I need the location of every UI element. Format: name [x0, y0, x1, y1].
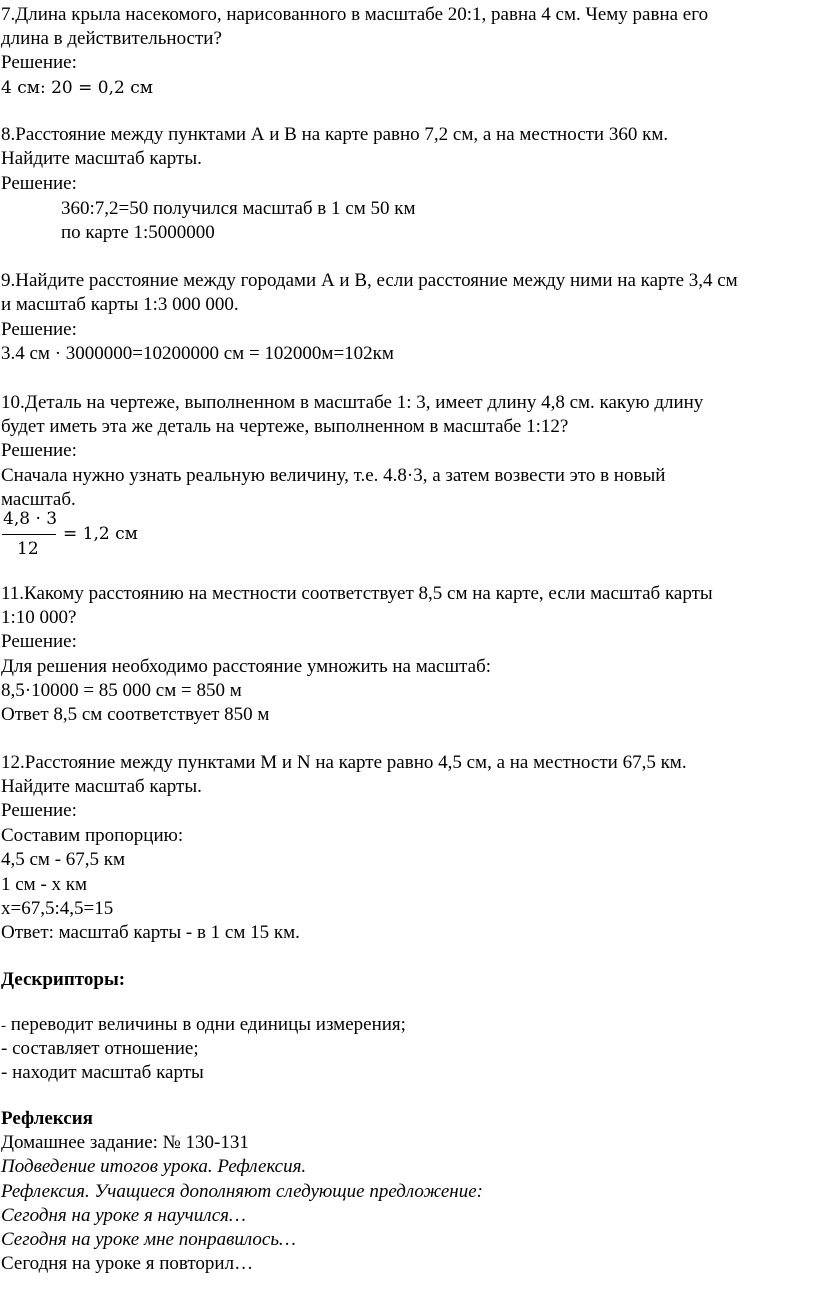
reflection-sentence-2: Сегодня на уроке мне понравилось…	[1, 1229, 296, 1250]
problem-11-answer: Ответ 8,5 см соответствует 850 м	[1, 704, 270, 725]
problem-12-calculation: х=67,5:4,5=15	[1, 898, 114, 919]
descriptor-dash: -	[1, 1018, 6, 1034]
problem-8-step-2: по карте 1:5000000	[61, 222, 215, 243]
problem-12-explanation: Составим пропорцию:	[1, 825, 184, 846]
problem-11-text-cont: 1:10 000?	[1, 607, 77, 628]
problem-7-solution-label: Решение:	[1, 52, 77, 73]
problem-12-proportion-1: 4,5 см - 67,5 км	[1, 849, 126, 870]
problem-11-calculation: 8,5·10000 = 85 000 см = 850 м	[1, 680, 242, 701]
problem-11-text: 11.Какому расстоянию на местности соответствует 8,5 см на карте, если масштаб карты	[1, 583, 713, 604]
problem-8-step-1: 360:7,2=50 получился масштаб в 1 см 50 км	[61, 198, 416, 219]
problem-9-text: 9.Найдите расстояние между городами А и В, если расстояние между ними на карте 3,4 см	[1, 270, 738, 291]
problem-12-answer: Ответ: масштаб карты - в 1 см 15 км.	[1, 922, 300, 943]
problem-12-solution-label: Решение:	[1, 800, 77, 821]
reflection-sentence-3: Сегодня на уроке я повторил…	[1, 1253, 254, 1274]
problem-10-text: 10.Деталь на чертеже, выполненном в масштабе 1: 3, имеет длину 4,8 см. какую длину	[1, 392, 704, 413]
fraction-bar	[2, 534, 56, 535]
problem-9-solution-label: Решение:	[1, 319, 77, 340]
reflection-instruction: Рефлексия. Учащиеся дополняют следующие предложение:	[1, 1181, 483, 1202]
problem-8-solution-label: Решение:	[1, 173, 77, 194]
problem-8-text-cont: Найдите масштаб карты.	[1, 148, 202, 169]
problem-11-explanation: Для решения необходимо расстояние умножить на масштаб:	[1, 656, 492, 677]
problem-11-solution-label: Решение:	[1, 631, 77, 652]
reflection-sentence-1: Сегодня на уроке я научился…	[1, 1205, 246, 1226]
problem-12-proportion-2: 1 см - х км	[1, 874, 88, 895]
problem-9-text-cont: и масштаб карты 1:3 000 000.	[1, 294, 239, 315]
problem-12-text: 12.Расстояние между пунктами M и N на карте равно 4,5 см, а на местности 67,5 км.	[1, 752, 687, 773]
descriptors-heading: Дескрипторы:	[1, 969, 126, 990]
problem-10-explanation-cont: масштаб.	[1, 489, 76, 510]
problem-10-explanation: Сначала нужно узнать реальную величину, т.е. 4.8·3, а затем возвести это в новый	[1, 465, 666, 486]
homework-line: Домашнее задание: № 130-131	[1, 1132, 249, 1153]
problem-10-fraction	[1, 508, 161, 560]
lesson-summary: Подведение итогов урока. Рефлексия.	[1, 1156, 307, 1177]
problem-9-calculation: 3.4 см · 3000000=10200000 см = 102000м=102км	[1, 343, 394, 364]
descriptor-item-1-text: переводит величины в одни единицы измерения;	[6, 1014, 406, 1035]
problem-12-text-cont: Найдите масштаб карты.	[1, 776, 202, 797]
fraction-denominator: 12	[17, 539, 39, 559]
problem-8-text: 8.Расстояние между пунктами А и В на карте равно 7,2 см, а на местности 360 км.	[1, 124, 669, 145]
reflection-heading: Рефлексия	[1, 1108, 93, 1129]
problem-7-text: 7.Длина крыла насекомого, нарисованного в масштабе 20:1, равна 4 см. Чему равна его	[1, 4, 709, 25]
descriptor-item-3: - находит масштаб карты	[1, 1062, 204, 1083]
problem-10-solution-label: Решение:	[1, 440, 77, 461]
problem-7-formula: 4 см: 20 = 0,2 см	[1, 78, 153, 98]
fraction-result: = 1,2 см	[63, 524, 138, 544]
descriptor-item-2: - составляет отношение;	[1, 1038, 199, 1059]
problem-10-text-cont: будет иметь эта же деталь на чертеже, выполненном в масштабе 1:12?	[1, 416, 569, 437]
fraction-numerator: 4,8 · 3	[3, 509, 58, 529]
problem-7-text-cont: длина в действительности?	[1, 28, 222, 49]
descriptor-item-1	[1, 1013, 406, 1038]
